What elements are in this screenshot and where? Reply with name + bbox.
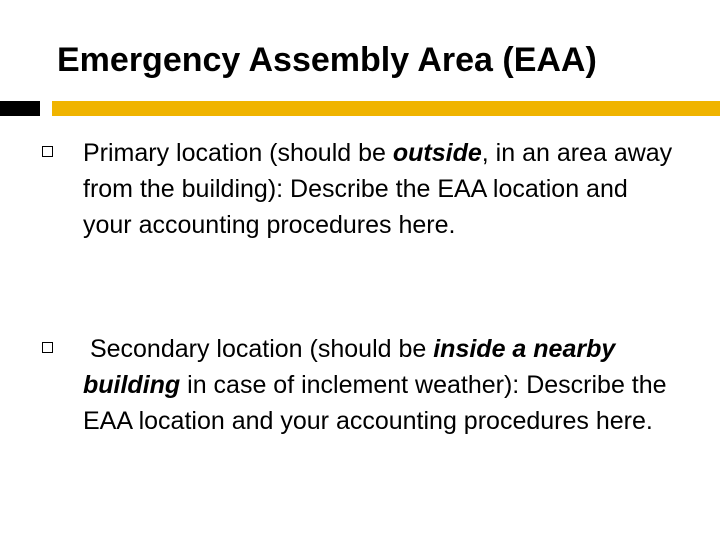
bullet-text-lead: Secondary location (should be [83,335,434,363]
bullet-text-tail: in case of inclement weather): Describe the EAA location and your accounting procedures here. [83,371,667,435]
bullet-text-emphasis: inside a nearby building [83,335,616,399]
bullet-text-lead: Primary location (should be [83,139,393,167]
hollow-square-bullet-icon [42,342,53,353]
bullet-text [83,331,682,439]
slide-title: Emergency Assembly Area (EAA) [57,41,597,79]
bullet-text-emphasis: outside [392,139,482,167]
bullet-text-tail: , in an area away from the building): Describe the EAA location and your accounting procedures here. [83,139,673,239]
hollow-square-bullet-icon [42,146,53,157]
title-rule-dark-segment [0,101,40,116]
bullet-item-primary-location [42,135,682,243]
bullet-item-secondary-location [42,331,682,439]
bullet-text [83,135,682,243]
title-rule-gold-segment [52,101,720,116]
